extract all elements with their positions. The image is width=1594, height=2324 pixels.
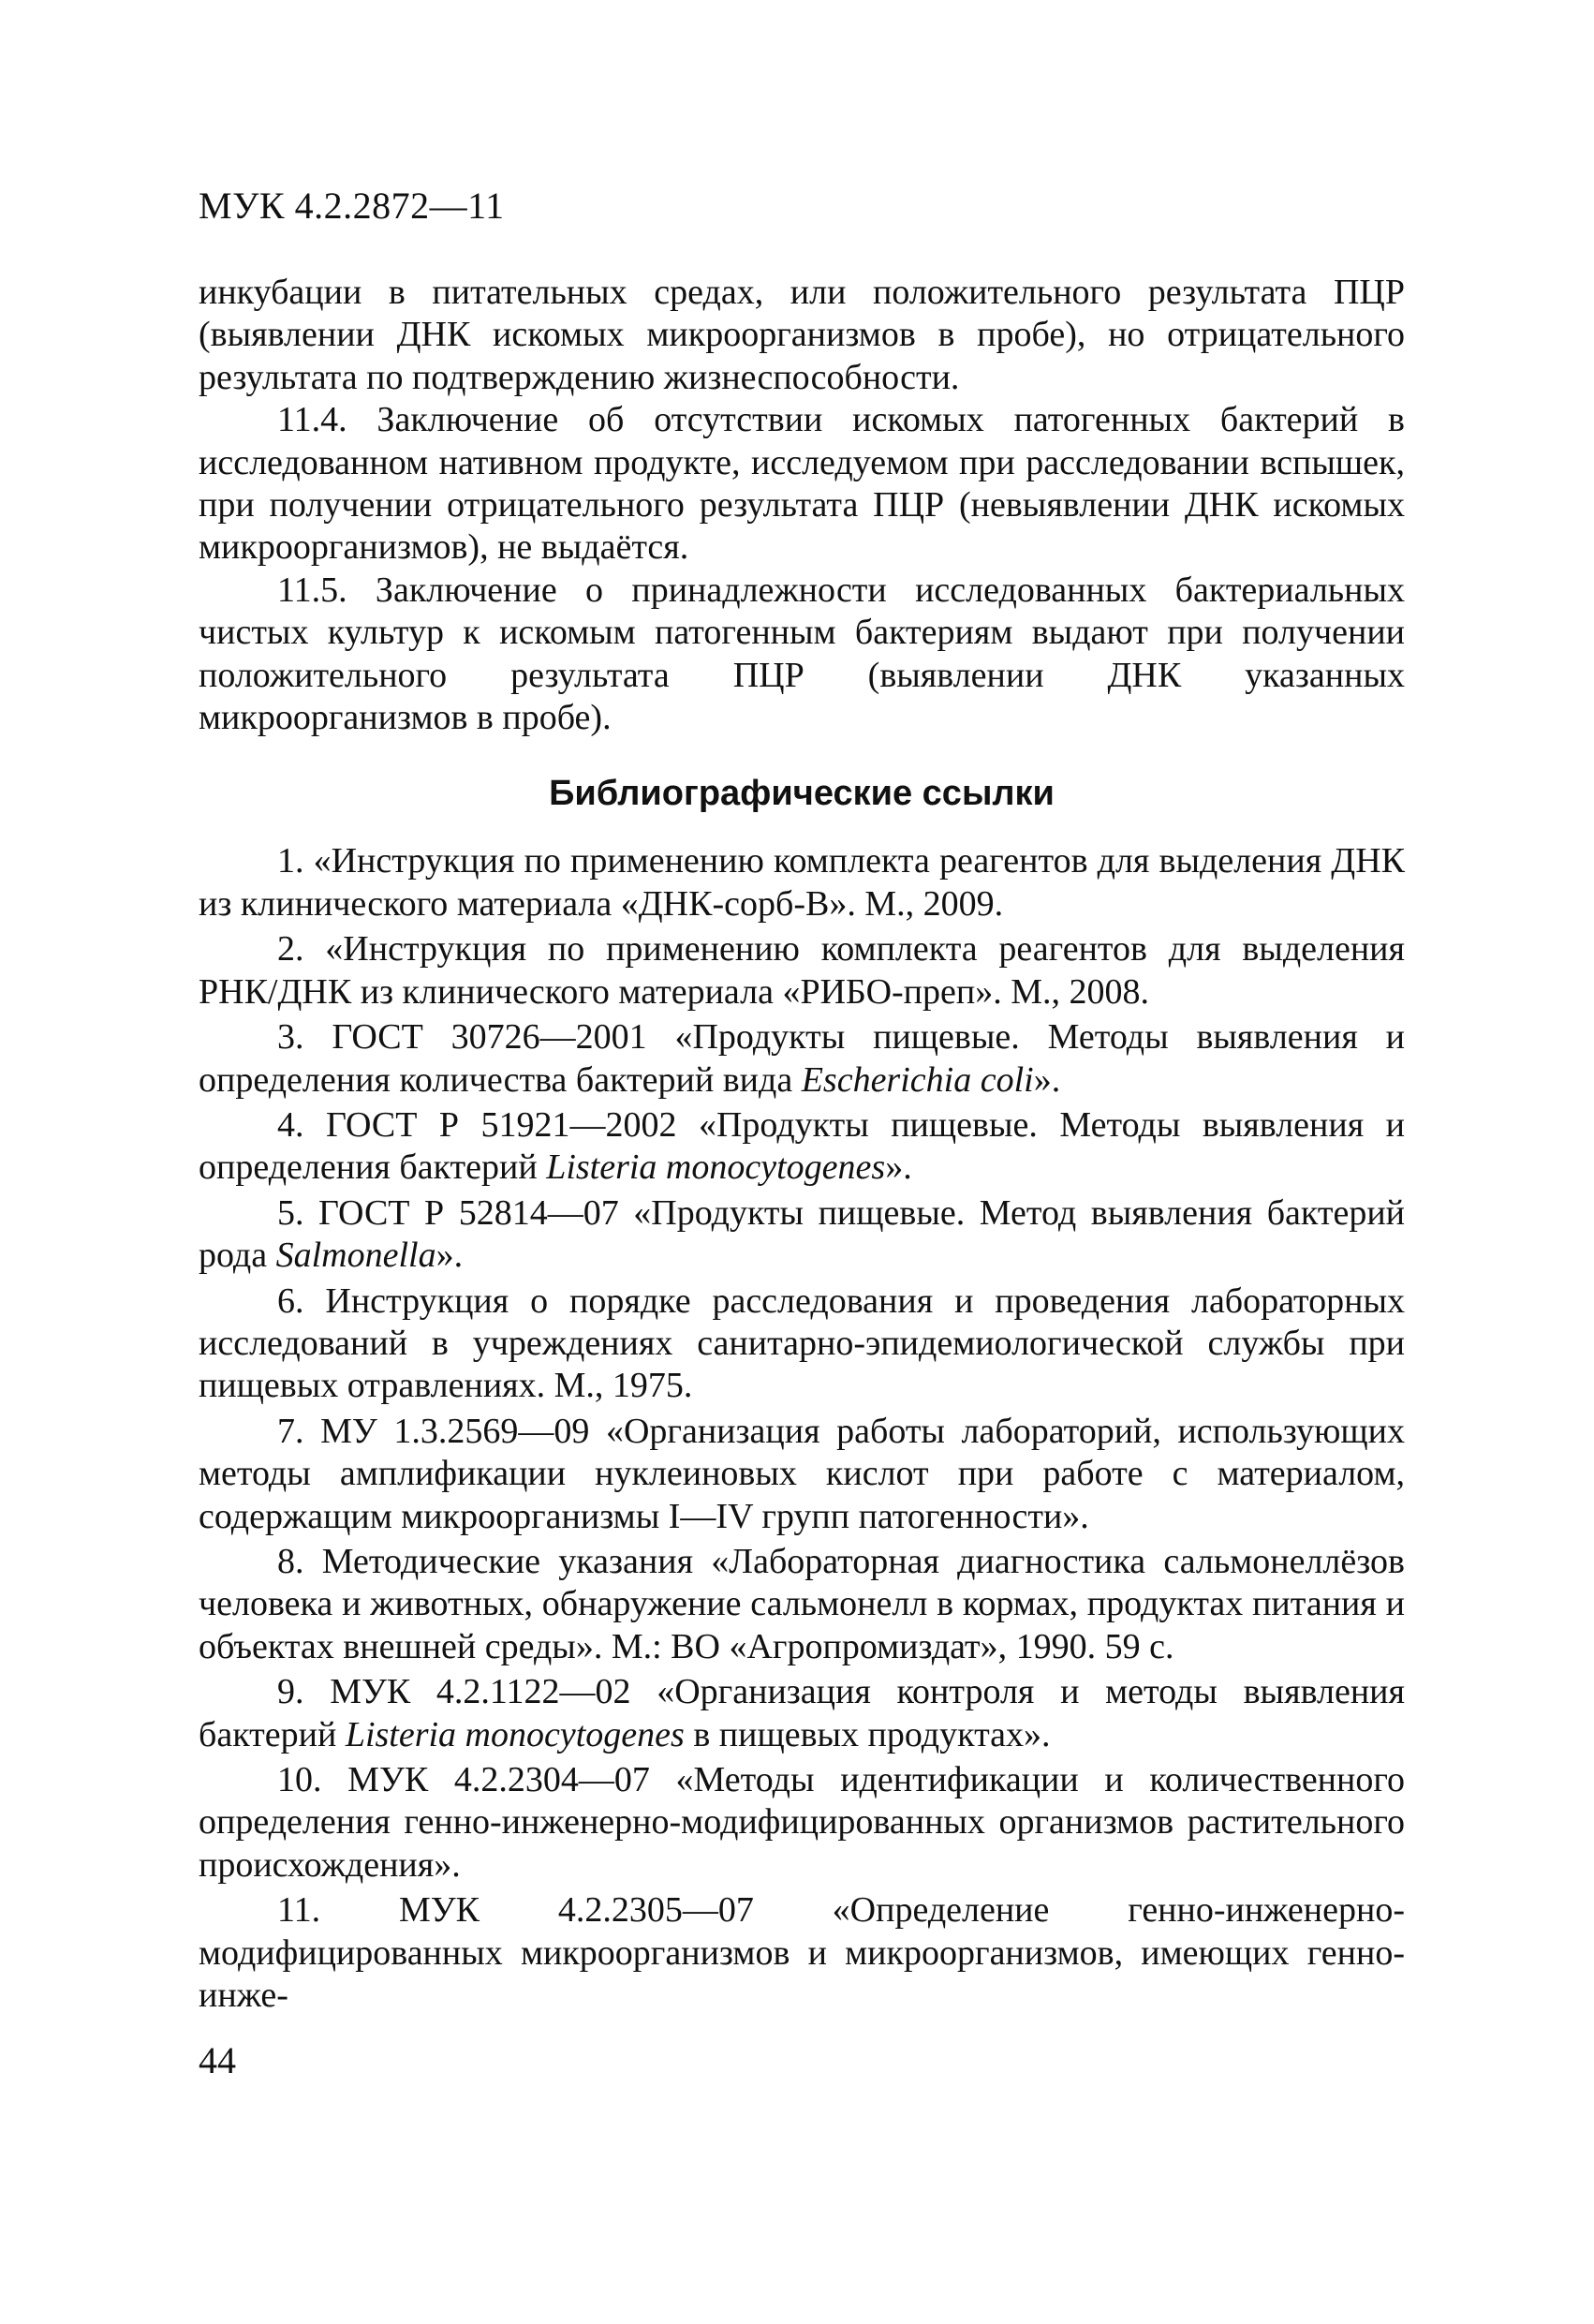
reference-3-species: Escherichia coli bbox=[801, 1059, 1034, 1100]
reference-4-text: 4. ГОСТ Р 51921—2002 «Продукты пищевые. Методы выявления и определения бактерий bbox=[199, 1104, 1405, 1188]
reference-4-species: Listeria monocytogenes bbox=[546, 1147, 886, 1188]
bibliography-heading: Библиографические ссылки bbox=[549, 774, 1055, 814]
reference-3 bbox=[199, 1016, 1405, 1102]
reference-5 bbox=[199, 1192, 1405, 1278]
reference-2: 2. «Инструкция по применению комплекта реагентов для выделения РНК/ДНК из клинического материала «РИБО-преп». М., 2008. bbox=[199, 929, 1405, 1012]
reference-5-genus: Salmonella bbox=[275, 1236, 436, 1276]
reference-8: 8. Методические указания «Лабораторная диагностика сальмонеллёзов человека и животных, обнаружение сальмонелл в кормах, продуктах питания и объектах внешней среды». М.: ВО «Агропромиздат», 1990. 59 с. bbox=[199, 1541, 1405, 1666]
reference-9-text: 9. МУК 4.2.1122—02 «Организация контроля и методы выявления бактерий bbox=[199, 1672, 1405, 1754]
page-number: 44 bbox=[199, 2039, 236, 2081]
reference-1: 1. «Инструкция по применению комплекта реагентов для выделения ДНК из клинического материала «ДНК-сорб-В». М., 2009. bbox=[199, 841, 1405, 924]
paragraph-11-3-continuation: инкубации в питательных средах, или положительного результата ПЦР (выявлении ДНК искомых микроорганизмов в пробе), но отрицательного результата по подтверждению жизнеспособности. bbox=[199, 273, 1405, 397]
reference-3-text: 3. ГОСТ 30726—2001 «Продукты пищевые. Методы выявления и определения количества бактерий вида bbox=[199, 1017, 1405, 1100]
reference-5-text: 5. ГОСТ Р 52814—07 «Продукты пищевые. Метод выявления бактерий рода bbox=[199, 1192, 1405, 1276]
reference-7: 7. МУ 1.3.2569—09 «Организация работы лабораторий, использующих методы амплификации нуклеиновых кислот при работе с материалом, содержащим микроорганизмы I—IV групп патогенности». bbox=[199, 1411, 1405, 1536]
paragraph-11-5: 11.5. Заключение о принадлежности исследованных бактериальных чистых культур к искомым патогенным бактериям выдают при получении положительного результата ПЦР (выявлении ДНК указанных микроорганизмов в пробе). bbox=[199, 570, 1405, 738]
reference-6: 6. Инструкция о порядке расследования и проведения лабораторных исследований в учреждениях санитарно-эпидемиологической службы при пищевых отравлениях. М., 1975. bbox=[199, 1280, 1405, 1406]
reference-4 bbox=[199, 1104, 1405, 1190]
page-body bbox=[199, 272, 1405, 2017]
paragraph-11-4: 11.4. Заключение об отсутствии искомых патогенных бактерий в исследованном нативном продукте, исследуемом при расследовании вспышек, при получении отрицательного результата ПЦР (невыявлении ДНК искомых микроорганизмов), не выдаётся. bbox=[199, 400, 1405, 568]
reference-10: 10. МУК 4.2.2304—07 «Методы идентификации и количественного определения генно-инженерно-модифицированных организмов растительного происхождения». bbox=[199, 1760, 1405, 1885]
reference-11: 11. МУК 4.2.2305—07 «Определение генно-инженерно-модифицированных микроорганизмов и микроорганизмов, имеющих генно-инже- bbox=[199, 1890, 1405, 2016]
reference-9-end: в пищевых продуктах». bbox=[684, 1714, 1051, 1754]
reference-5-end: ». bbox=[435, 1236, 464, 1276]
running-header: МУК 4.2.2872—11 bbox=[199, 185, 505, 227]
reference-3-end: ». bbox=[1033, 1059, 1061, 1100]
bibliography-list bbox=[199, 840, 1405, 2017]
reference-9 bbox=[199, 1671, 1405, 1756]
reference-4-end: ». bbox=[885, 1147, 912, 1188]
reference-9-species: Listeria monocytogenes bbox=[345, 1714, 685, 1754]
